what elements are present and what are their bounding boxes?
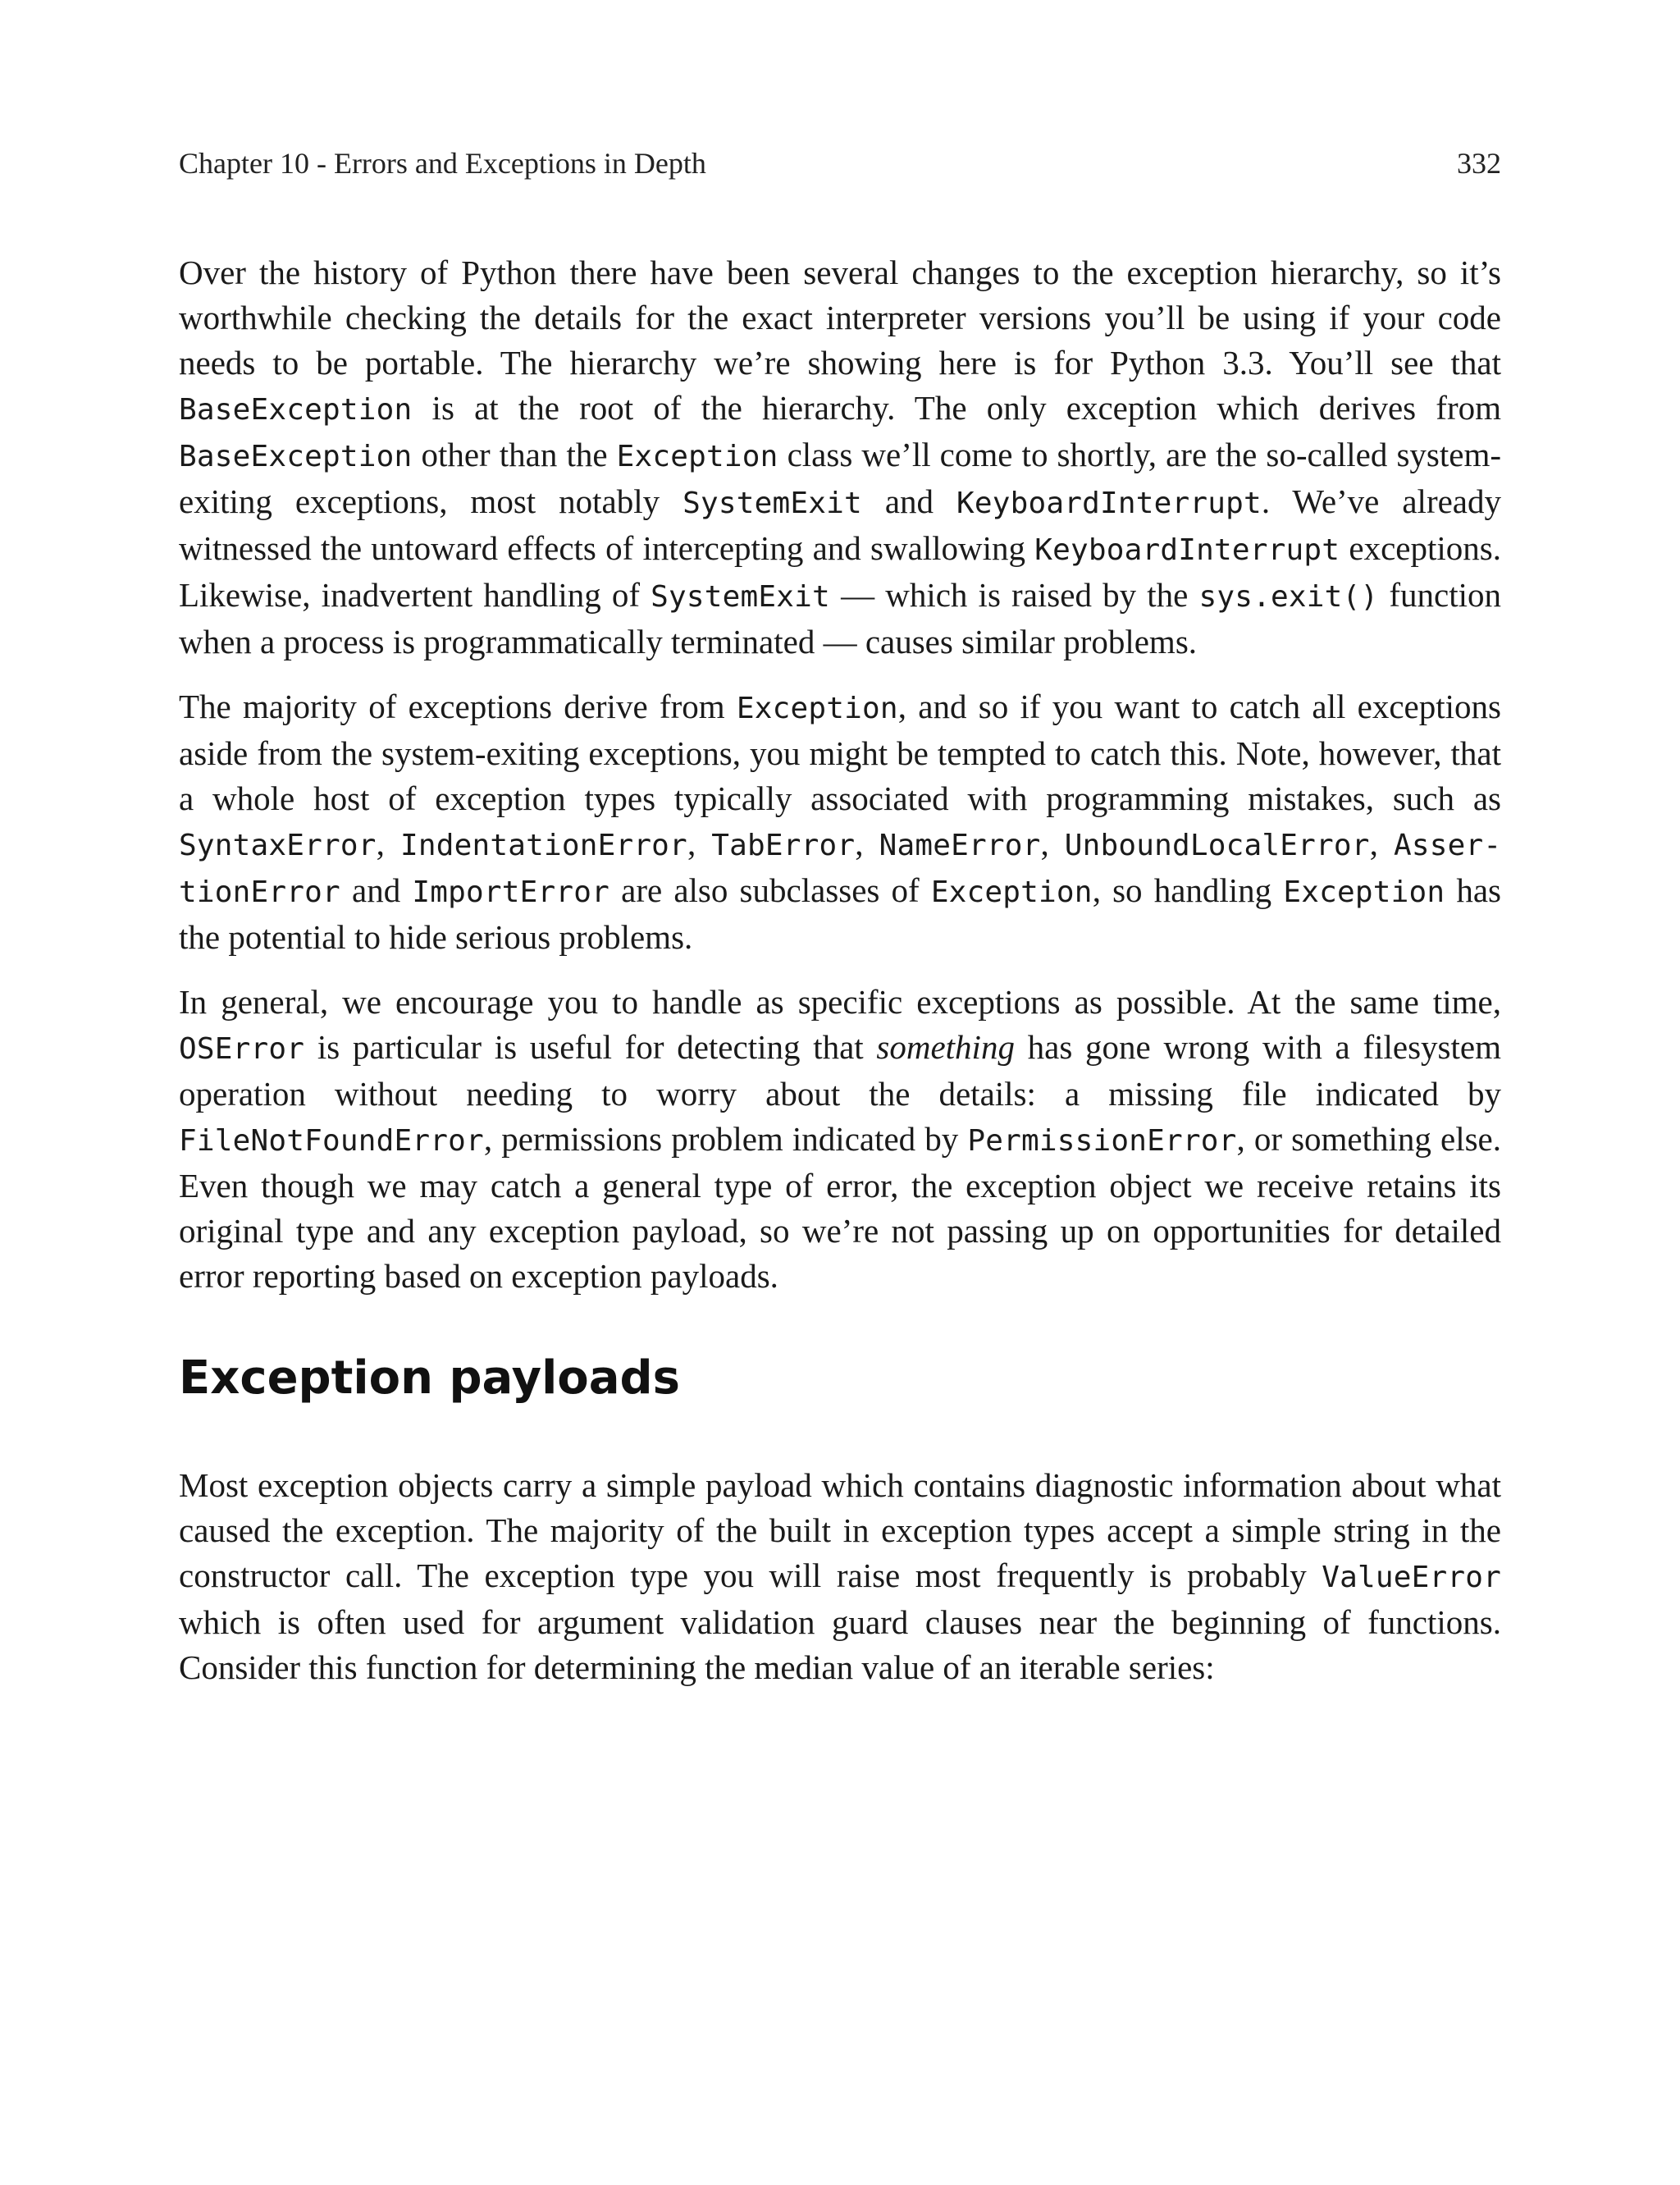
running-header: [179, 146, 1501, 181]
page-number: 332: [1457, 147, 1501, 180]
chapter-title: Chapter 10 - Errors and Exceptions in Depth: [179, 147, 706, 180]
paragraph-specific-exceptions: In general, we encourage you to handle as specific exceptions as possible. At the same time, OSError is particular is useful for detecting that something has gone wrong with a filesystem operation without needing to worry about the details: a missing file indicated by FileNotFoundError, permissions problem indicated by PermissionError, or something else. Even though we may catch a general type of error, the exception object we receive retains its original type and any exception payload, so we’re not passing up on opportunities for detailed error reporting based on exception payloads.: [179, 983, 1501, 1295]
paragraph-exception-subclasses: The majority of exceptions derive from Exception, and so if you want to catch all exceptions aside from the system-exiting exceptions, you might be tempted to catch this. Note, however, that a whole host of exception types typically associated with programming mistakes, such as SyntaxError, IndentationError, TabError, NameError, UnboundLocalError, AssertionError and ImportError are also subclasses of Exception, so handling Exception has the potential to hide serious problems.: [179, 688, 1502, 956]
body-text: [179, 250, 1501, 1710]
paragraph-exception-payloads: Most exception objects carry a simple payload which contains diagnostic information about what caused the exception. The majority of the built in exception types accept a simple string in the constructor call. The exception type you will raise most frequently is probably ValueError which is often used for argument validation guard clauses near the beginning of functions. Consider this function for determining the median value of an iterable series:: [179, 1466, 1501, 1686]
paragraph-exception-hierarchy: Over the history of Python there have been several changes to the exception hierarchy, so it’s worthwhile checking the details for the exact interpreter versions you’ll be using if your code needs to be portable. The hierarchy we’re showing here is for Python 3.3. You’ll see that BaseException is at the root of the hierarchy. The only exception which derives from BaseException other than the Exception class we’ll come to shortly, are the so-called system-exiting exceptions, most notably SystemExit and KeyboardInterrupt. We’ve already witnessed the untoward effects of intercepting and swallowing KeyboardInterrupt exceptions. Likewise, inadvertent handling of SystemExit — which is raised by the sys.exit() function when a process is programmatically terminated — causes similar problems.: [179, 254, 1501, 661]
section-heading: Exception payloads: [179, 1351, 680, 1405]
